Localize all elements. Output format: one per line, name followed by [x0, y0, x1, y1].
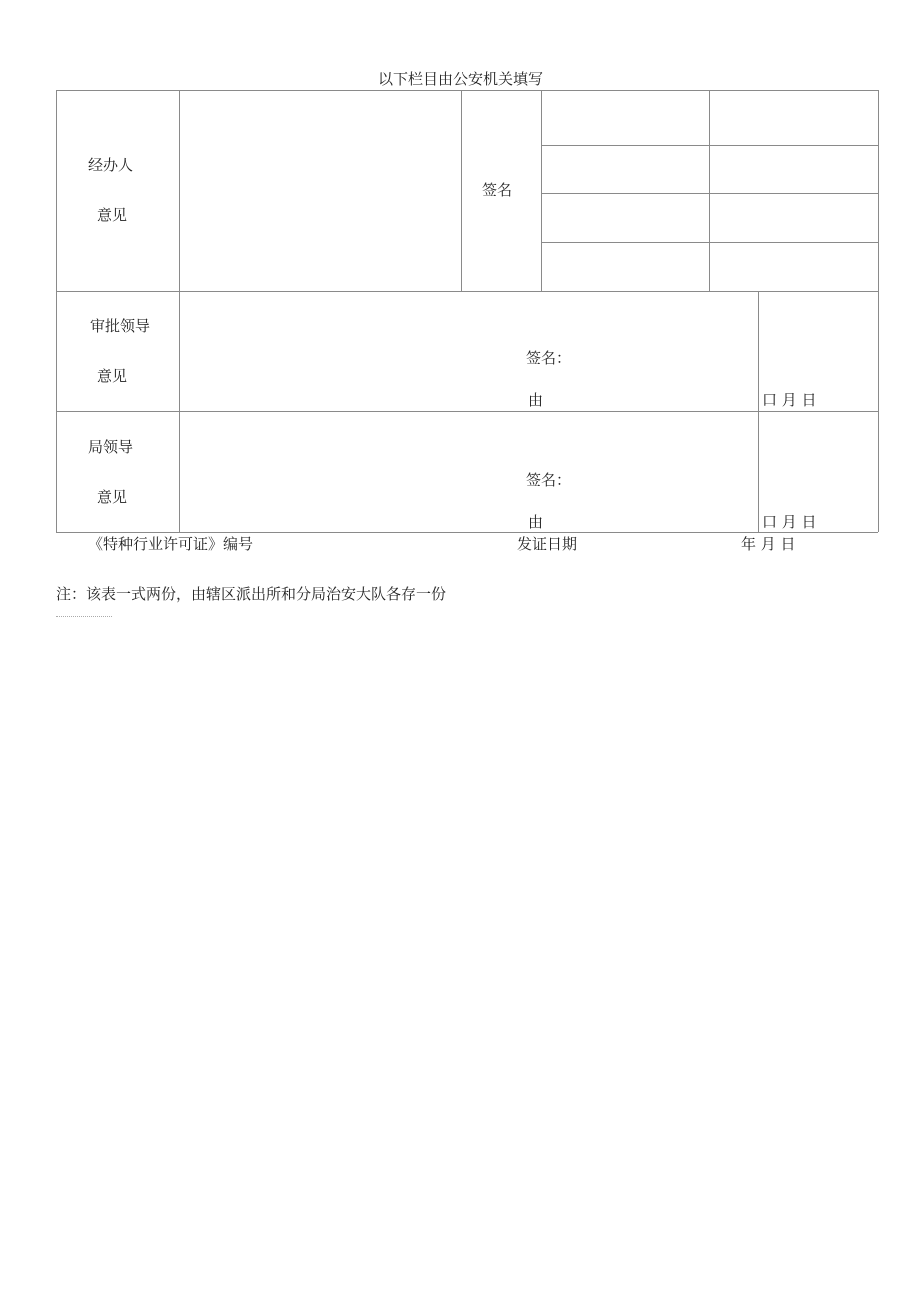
handler-sign-cell-4[interactable]	[711, 147, 876, 191]
handler-opinion-divider	[461, 90, 462, 291]
label-column-divider	[179, 90, 180, 532]
footnote-separator	[56, 616, 112, 617]
approval-label-line2: 意见	[97, 367, 128, 385]
approval-label-line1: 审批领导	[90, 317, 151, 335]
handler-sign-cell-3[interactable]	[543, 147, 707, 191]
sign-grid-line-1	[541, 145, 878, 146]
handler-sign-cell-5[interactable]	[543, 195, 707, 240]
sign-grid-line-3	[541, 242, 878, 243]
bureau-sign-label: 签名：	[526, 471, 572, 489]
handler-sign-cell-2[interactable]	[711, 92, 876, 143]
handler-sign-cell-8[interactable]	[711, 244, 876, 289]
approval-sign-label: 签名：	[526, 349, 572, 367]
date-column-divider	[758, 291, 759, 532]
issue-date-label: 发证日期	[517, 535, 578, 553]
sign-grid-line-2	[541, 193, 878, 194]
handler-sign-grid-divider	[709, 90, 710, 291]
table-bottom-border	[56, 532, 878, 533]
bureau-opinion-field[interactable]	[181, 413, 756, 530]
bureau-date-prefix: 由	[528, 513, 544, 531]
license-number-label: 《特种行业许可证》编号	[88, 535, 254, 553]
handler-sign-cell-7[interactable]	[543, 244, 707, 289]
bureau-label-line1: 局领导	[88, 438, 134, 456]
table-right-border	[878, 90, 879, 532]
handler-sign-cell-6[interactable]	[711, 195, 876, 240]
handler-sign-divider	[541, 90, 542, 291]
approval-date-prefix: 由	[528, 391, 544, 409]
bureau-date-suffix: 口 月 日	[762, 513, 817, 531]
approval-opinion-field[interactable]	[181, 293, 756, 409]
issue-date-value: 年 月 日	[741, 535, 796, 553]
page-title: 以下栏目由公安机关填写	[378, 70, 544, 88]
footnote: 注：该表一式两份，由辖区派出所和分局治安大队各存一份	[56, 585, 447, 603]
handler-label-line2: 意见	[97, 206, 128, 224]
handler-sign-label: 签名	[482, 181, 513, 199]
handler-sign-cell-1[interactable]	[543, 92, 707, 143]
approval-date-suffix: 口 月 日	[762, 391, 817, 409]
table-left-border	[56, 90, 57, 532]
bureau-label-line2: 意见	[97, 488, 128, 506]
handler-label-line1: 经办人	[88, 156, 134, 174]
handler-opinion-field[interactable]	[181, 92, 459, 289]
